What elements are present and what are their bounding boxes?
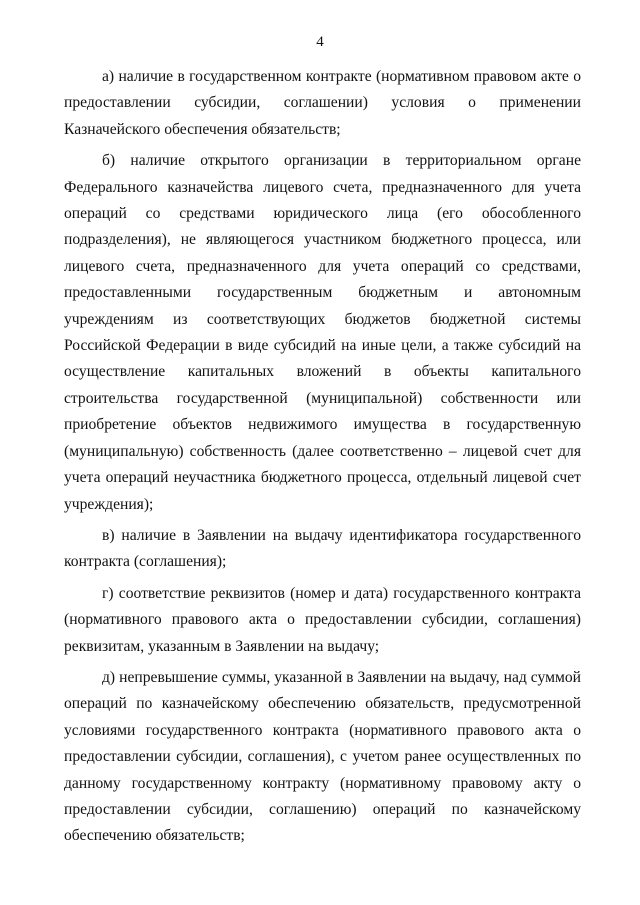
paragraph-b: б) наличие открытого организации в территориальном органе Федерального казначейства лицевого счета, предназначенного для учета операций со средствами юридического лица (его обособленного подразделения), не являющегося участником бюджетного процесса, или лицевого счета, предназначенного для учета операций со средствами, предоставленными государственным бюджетным и автономным учреждениям из соответствующих бюджетов бюджетной системы Российской Федерации в виде субсидий на иные цели, а также субсидий на осуществление капитальных вложений в объекты капитального строительства государственной (муниципальной) собственности или приобретение объектов недвижимого имущества в государственную (муниципальную) собственность (далее соответственно – лицевой счет для учета операций неучастника бюджетного процесса, отдельный лицевой счет учреждения); — [64, 152, 581, 513]
paragraph-v: в) наличие в Заявлении на выдачу идентификатора государственного контракта (соглашения); — [64, 526, 581, 571]
document-body — [64, 64, 581, 855]
paragraph-a: а) наличие в государственном контракте (нормативном правовом акте о предоставлении субсидии, соглашении) условия о применении Казначейского обеспечения обязательств; — [64, 68, 581, 138]
paragraph-d: д) непревышение суммы, указанной в Заявлении на выдачу, над суммой операций по казначейскому обеспечению обязательств, предусмотренной условиями государственного контракта (нормативного правового акта о предоставлении субсидии, соглашения), с учетом ранее осуществленных по данному государственному контракту (нормативному правовому акту о предоставлении субсидии, соглашению) операций по казначейскому обеспечению обязательств; — [64, 668, 581, 845]
page-number: 4 — [316, 34, 324, 50]
paragraph-g: г) соответствие реквизитов (номер и дата) государственного контракта (нормативного правового акта о предоставлении субсидии, соглашения) реквизитам, указанным в Заявлении на выдачу; — [64, 584, 581, 655]
